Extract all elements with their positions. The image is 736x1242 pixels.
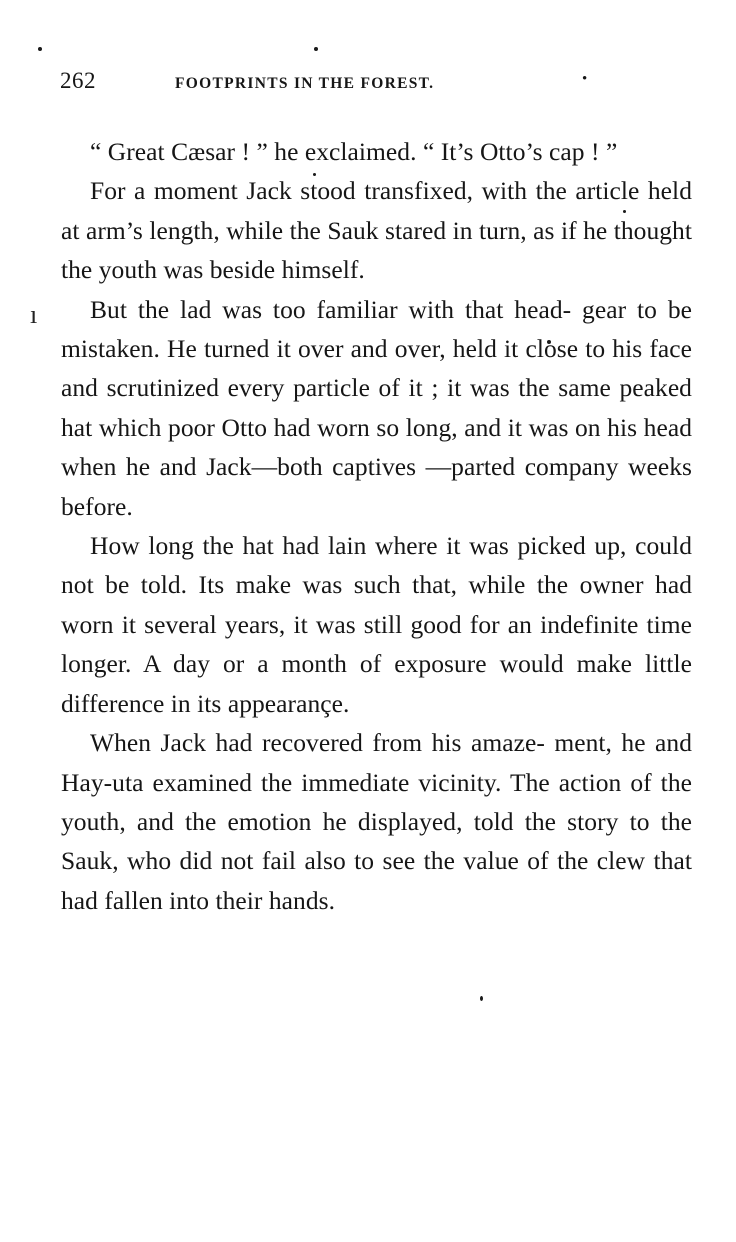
print-speck (314, 47, 318, 51)
body-text (61, 132, 692, 920)
margin-mark: ı (30, 300, 38, 329)
running-mark: • (582, 71, 588, 87)
paragraph: How long the hat had lain where it was picked up, could not be told. Its make was such that, while the owner had worn it several years, it was still good for an indefinite time longer. A day or a month of exposure would make little difference in its appearançe. (61, 531, 692, 718)
print-speck (38, 47, 42, 51)
paragraph: “ Great Cæsar ! ” he exclaimed. “ It’s Otto’s cap ! ” (90, 137, 618, 166)
running-title: FOOTPRINTS IN THE FOREST. (175, 75, 435, 92)
print-speck (480, 996, 483, 1001)
paragraph: When Jack had recovered from his amaze- ment, he and Hay-uta examined the immediate vicinity. The action of the youth, and the emotion he displayed, told the story to the Sauk, who did not fail also to see the value of the clew that had fallen into their hands. (61, 728, 692, 915)
page-number: 262 (60, 68, 96, 93)
running-header (60, 68, 680, 108)
paragraph: But the lad was too familiar with that head- gear to be mistaken. He turned it over and over, held it close to his face and scrutinized every particle of it ; it was the same peaked hat which poor Otto had worn so long, and it was on his head when he and Jack—both captives —parted company weeks before. (61, 294, 692, 521)
paragraph: For a moment Jack stood transfixed, with the article held at arm’s length, while the Sauk stared in turn, as if he thought the youth was beside himself. (61, 176, 692, 285)
